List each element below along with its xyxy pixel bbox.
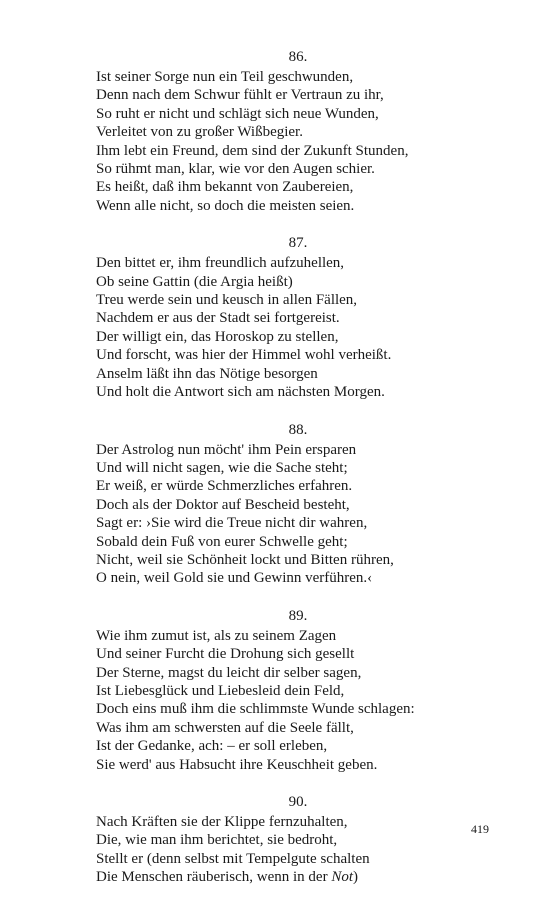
verse-line: Den bittet er, ihm freundlich aufzuhellen, <box>96 255 345 272</box>
stanza-number: 86. <box>288 49 308 65</box>
verse-line: Er weiß, er würde Schmerzliches erfahren. <box>96 478 353 495</box>
verse-line: Ob seine Gattin (die Argia heißt) <box>96 273 293 290</box>
stanza-number: 87. <box>288 235 308 252</box>
verse-line: Nicht, weil sie Schönheit lockt und Bitten rühren, <box>96 551 394 568</box>
verse-line: Die, wie man ihm berichtet, sie bedroht, <box>96 832 338 849</box>
verse-line: Sobald dein Fuß von eurer Schwelle geht; <box>96 533 348 550</box>
verse-line: So ruht er nicht und schlägt sich neue Wunden, <box>96 105 379 122</box>
stanza-number: 90. <box>288 794 308 810</box>
verse-line: O nein, weil Gold sie und Gewinn verführen.‹ <box>96 570 373 587</box>
verse-line: Doch als der Doktor auf Bescheid besteht, <box>96 496 350 513</box>
stanza-90 <box>96 793 476 887</box>
verse-line: Der willigt ein, das Horoskop zu stellen, <box>96 328 339 345</box>
stanza-89 <box>96 607 476 774</box>
verse-line: Der Astrolog nun möcht' ihm Pein ersparen <box>96 441 357 458</box>
verse-text: ) <box>353 869 359 886</box>
verse-line: Verleitet von zu großer Wißbegier. <box>96 124 303 141</box>
verse-line: Und forscht, was hier der Himmel wohl verheißt. <box>96 347 392 364</box>
verse-line: Stellt er (denn selbst mit Tempelgute schalten <box>96 850 370 867</box>
verse-line: Treu werde sein und keusch in allen Fällen, <box>96 292 358 309</box>
verse-line: Der Sterne, magst du leicht dir selber sagen, <box>96 664 362 681</box>
verse-line: Und seiner Furcht die Drohung sich gesellt <box>96 646 355 663</box>
verse-line: Sie werd' aus Habsucht ihre Keuschheit geben. <box>96 756 378 773</box>
verse-line: Ist Liebesglück und Liebesleid dein Feld, <box>96 682 345 699</box>
stanza-88 <box>96 421 476 588</box>
verse-line: Wenn alle nicht, so doch die meisten seien. <box>96 197 355 214</box>
stanza-number: 89. <box>288 607 308 624</box>
verse-line: Es heißt, daß ihm bekannt von Zaubereien, <box>96 179 354 196</box>
verse-line: Denn nach dem Schwur fühlt er Vertraun zu ihr, <box>96 87 384 104</box>
verse-line: Und holt die Antwort sich am nächsten Morgen. <box>96 384 385 401</box>
stanza-number: 88. <box>288 421 308 438</box>
verse-text: Die Menschen räuberisch, wenn in der <box>96 869 332 886</box>
page-number: 419 <box>471 822 489 836</box>
stanza-87 <box>96 234 476 401</box>
italic-word: Not <box>331 869 354 886</box>
verse-line: Sagt er: ›Sie wird die Treue nicht dir wahren, <box>96 515 368 532</box>
verse-line: So rühmt man, klar, wie vor den Augen schier. <box>96 161 375 178</box>
verse-line <box>96 868 476 886</box>
stanza-86 <box>96 48 476 215</box>
verse-line: Nachdem er aus der Stadt sei fortgereist. <box>96 310 340 327</box>
verse-line: Ist der Gedanke, ach: – er soll erleben, <box>96 738 328 755</box>
verse-line: Wie ihm zumut ist, als zu seinem Zagen <box>96 627 337 644</box>
verse-line: Ist seiner Sorge nun ein Teil geschwunden, <box>96 69 354 85</box>
verse-line: Ihm lebt ein Freund, dem sind der Zukunft Stunden, <box>96 142 409 159</box>
verse-line: Doch eins muß ihm die schlimmste Wunde schlagen: <box>96 701 415 718</box>
verse-line: Anselm läßt ihn das Nötige besorgen <box>96 365 318 382</box>
poem-page <box>96 48 476 906</box>
verse-line: Nach Kräften sie der Klippe fernzuhalten, <box>96 814 348 830</box>
verse-line: Und will nicht sagen, wie die Sache steht; <box>96 459 348 476</box>
verse-line: Was ihm am schwersten auf die Seele fällt, <box>96 719 354 736</box>
